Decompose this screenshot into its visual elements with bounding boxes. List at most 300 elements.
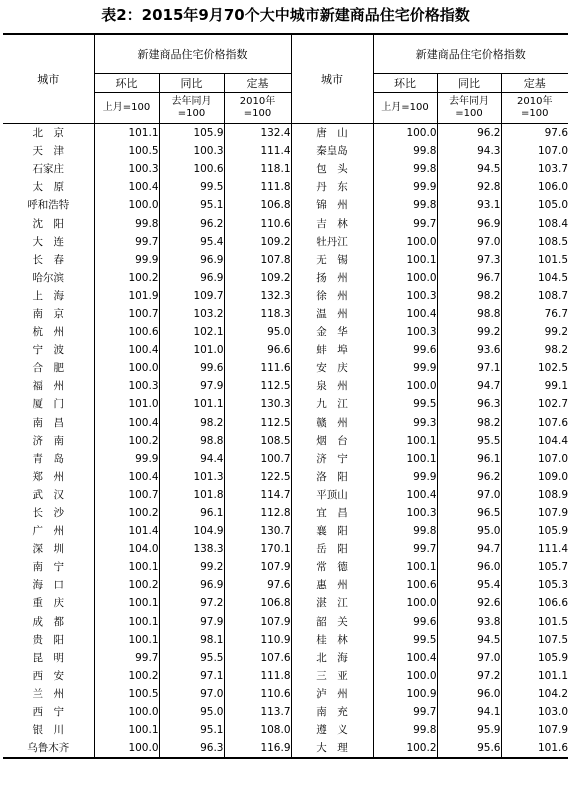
city-name-left: 上 海 <box>3 287 94 305</box>
table-row <box>3 486 568 504</box>
yoy-value-right: 98.8 <box>437 305 501 323</box>
mom-value-right: 100.4 <box>373 486 437 504</box>
table-row <box>3 233 568 251</box>
fixed-value-right: 108.9 <box>537 488 569 501</box>
yoy-value-right: 93.6 <box>437 341 501 359</box>
mom-value-left: 100.5 <box>94 142 159 160</box>
yoy-value-right: 97.0 <box>437 649 501 667</box>
city-name-left: 贵 阳 <box>3 631 94 649</box>
mom-value-right: 99.9 <box>373 178 437 196</box>
city-name-right: 锦 州 <box>291 196 373 214</box>
city-name-right: 三 亚 <box>291 667 373 685</box>
fixed-value-right: 108.5 <box>537 235 569 248</box>
fixed-value-right: 99.2 <box>544 326 569 339</box>
mom-value-right: 100.3 <box>373 287 437 305</box>
yoy-value-left: 95.4 <box>159 233 224 251</box>
table-row <box>3 160 568 178</box>
mom-value-right: 99.5 <box>373 631 437 649</box>
fixed-value-right: 105.3 <box>537 579 569 592</box>
fixed-value-right: 105.9 <box>537 651 569 664</box>
city-name-right: 扬 州 <box>291 269 373 287</box>
table-row <box>3 287 568 305</box>
yoy-value-left: 95.1 <box>159 721 224 739</box>
table-row <box>3 576 568 594</box>
yoy-value-right: 92.6 <box>437 594 501 612</box>
yoy-value-left: 109.7 <box>159 287 224 305</box>
yoy-value-right: 94.5 <box>437 160 501 178</box>
fixed-value-left: 112.5 <box>224 414 291 432</box>
city-name-left: 乌鲁木齐 <box>3 739 94 758</box>
city-name-right: 平顶山 <box>291 486 373 504</box>
city-name-right: 遵 义 <box>291 721 373 739</box>
mom-value-left: 100.3 <box>94 377 159 395</box>
fixed-value-right: 101.1 <box>537 669 569 682</box>
mom-value-right: 100.3 <box>373 323 437 341</box>
yoy-value-left: 101.3 <box>159 468 224 486</box>
mom-value-left: 100.1 <box>94 613 159 631</box>
city-name-right: 牡丹江 <box>291 233 373 251</box>
mom-value-left: 99.7 <box>94 649 159 667</box>
col-fixed-left: 定基 <box>224 74 291 93</box>
yoy-value-right: 96.7 <box>437 269 501 287</box>
yoy-value-right: 97.0 <box>437 233 501 251</box>
city-name-right: 宜 昌 <box>291 504 373 522</box>
table-row <box>3 685 568 703</box>
fixed-value-left: 110.6 <box>224 214 291 232</box>
fixed-value-left: 109.2 <box>224 233 291 251</box>
city-name-right: 济 宁 <box>291 450 373 468</box>
yoy-value-right: 98.2 <box>437 287 501 305</box>
col-fixed-right: 定基 <box>501 74 568 93</box>
city-name-right: 徐 州 <box>291 287 373 305</box>
mom-value-right: 100.3 <box>373 504 437 522</box>
base-yoy-line1: 去年同月 <box>171 96 212 107</box>
base-fixed-line1: 2010年 <box>239 96 276 107</box>
city-name-right: 九 江 <box>291 395 373 413</box>
table-row <box>3 414 568 432</box>
city-name-left: 南 宁 <box>3 558 94 576</box>
col-mom-left: 环比 <box>94 74 159 93</box>
mom-value-right: 99.9 <box>373 468 437 486</box>
fixed-value-right: 109.0 <box>537 470 569 483</box>
city-name-right: 桂 林 <box>291 631 373 649</box>
table-row <box>3 594 568 612</box>
mom-value-left: 100.0 <box>94 359 159 377</box>
city-name-right: 襄 阳 <box>291 522 373 540</box>
city-name-right: 丹 东 <box>291 178 373 196</box>
fixed-value-left: 118.1 <box>224 160 291 178</box>
city-name-right: 湛 江 <box>291 594 373 612</box>
fixed-value-left: 95.0 <box>224 323 291 341</box>
yoy-value-left: 96.9 <box>159 576 224 594</box>
yoy-value-right: 94.7 <box>437 540 501 558</box>
mom-value-left: 100.3 <box>94 160 159 178</box>
city-name-left: 西 宁 <box>3 703 94 721</box>
city-name-right: 洛 阳 <box>291 468 373 486</box>
city-name-right: 秦皇岛 <box>291 142 373 160</box>
base-yoy-line2: =100 <box>177 108 206 119</box>
fixed-value-left: 110.9 <box>224 631 291 649</box>
table-row <box>3 522 568 540</box>
table-row <box>3 359 568 377</box>
yoy-value-right: 95.5 <box>437 432 501 450</box>
city-name-right: 温 州 <box>291 305 373 323</box>
mom-value-right: 100.9 <box>373 685 437 703</box>
yoy-value-left: 94.4 <box>159 450 224 468</box>
city-name-left: 呼和浩特 <box>3 196 94 214</box>
table-row <box>3 703 568 721</box>
fixed-value-left: 108.5 <box>224 432 291 450</box>
mom-value-left: 101.1 <box>94 124 159 143</box>
city-name-left: 济 南 <box>3 432 94 450</box>
city-name-right: 南 充 <box>291 703 373 721</box>
fixed-value-right: 111.4 <box>537 543 569 556</box>
table-row <box>3 540 568 558</box>
fixed-value-right: 104.5 <box>537 271 569 284</box>
fixed-value-right: 101.5 <box>537 615 569 628</box>
mom-value-left: 100.0 <box>94 739 159 758</box>
yoy-value-right: 95.6 <box>437 739 501 758</box>
city-name-left: 天 津 <box>3 142 94 160</box>
city-name-left: 西 安 <box>3 667 94 685</box>
table-title: 表2：2015年9月70个大中城市新建商品住宅价格指数 <box>101 6 470 24</box>
city-name-right: 韶 关 <box>291 613 373 631</box>
fixed-value-left: 107.6 <box>224 649 291 667</box>
mom-value-right: 99.6 <box>373 341 437 359</box>
yoy-value-right: 94.3 <box>437 142 501 160</box>
mom-value-left: 100.4 <box>94 178 159 196</box>
fixed-value-right: 107.9 <box>537 724 569 737</box>
yoy-value-right: 96.2 <box>437 468 501 486</box>
fixed-value-left: 116.9 <box>224 739 291 758</box>
mom-value-right: 100.0 <box>373 269 437 287</box>
yoy-value-right: 96.3 <box>437 395 501 413</box>
mom-value-left: 101.0 <box>94 395 159 413</box>
city-name-left: 长 沙 <box>3 504 94 522</box>
table-row <box>3 667 568 685</box>
col-yoy-left: 同比 <box>159 74 224 93</box>
yoy-value-right: 95.9 <box>437 721 501 739</box>
mom-value-left: 100.0 <box>94 196 159 214</box>
mom-value-right: 100.0 <box>373 594 437 612</box>
yoy-value-right: 96.0 <box>437 685 501 703</box>
yoy-value-right: 98.2 <box>437 414 501 432</box>
table-row <box>3 269 568 287</box>
city-name-left: 海 口 <box>3 576 94 594</box>
city-name-right: 吉 林 <box>291 214 373 232</box>
yoy-value-left: 97.9 <box>159 613 224 631</box>
city-name-right: 包 头 <box>291 160 373 178</box>
mom-value-left: 100.2 <box>94 576 159 594</box>
mom-value-right: 100.1 <box>373 251 437 269</box>
yoy-value-left: 98.2 <box>159 414 224 432</box>
yoy-value-left: 97.2 <box>159 594 224 612</box>
yoy-value-left: 100.6 <box>159 160 224 178</box>
table-row <box>3 649 568 667</box>
mom-value-left: 99.8 <box>94 214 159 232</box>
mom-value-right: 99.8 <box>373 522 437 540</box>
city-name-left: 哈尔滨 <box>3 269 94 287</box>
fixed-value-right: 106.0 <box>537 181 569 194</box>
table-row <box>3 178 568 196</box>
yoy-value-right: 94.7 <box>437 377 501 395</box>
mom-value-right: 100.6 <box>373 576 437 594</box>
mom-value-right: 99.8 <box>373 196 437 214</box>
fixed-value-left: 112.8 <box>224 504 291 522</box>
yoy-value-left: 96.9 <box>159 251 224 269</box>
city-name-left: 杭 州 <box>3 323 94 341</box>
fixed-value-left: 118.3 <box>224 305 291 323</box>
table-row <box>3 739 568 758</box>
city-name-right: 赣 州 <box>291 414 373 432</box>
yoy-value-right: 96.5 <box>437 504 501 522</box>
yoy-value-right: 94.1 <box>437 703 501 721</box>
yoy-value-left: 95.5 <box>159 649 224 667</box>
yoy-value-right: 96.9 <box>437 214 501 232</box>
yoy-value-left: 102.1 <box>159 323 224 341</box>
yoy-value-left: 105.9 <box>159 124 224 143</box>
base-mom-left: 上月=100 <box>94 93 159 124</box>
fixed-value-right: 107.0 <box>537 452 569 465</box>
fixed-value-right: 76.7 <box>544 307 569 320</box>
city-name-right: 无 锡 <box>291 251 373 269</box>
yoy-value-right: 96.1 <box>437 450 501 468</box>
fixed-value-right: 104.4 <box>537 434 569 447</box>
fixed-value-right: 105.0 <box>537 199 569 212</box>
fixed-value-right: 103.7 <box>537 163 569 176</box>
yoy-value-left: 95.0 <box>159 703 224 721</box>
mom-value-left: 100.4 <box>94 468 159 486</box>
city-name-left: 宁 波 <box>3 341 94 359</box>
city-name-right: 北 海 <box>291 649 373 667</box>
city-name-left: 北 京 <box>3 124 94 143</box>
table-header <box>3 34 568 124</box>
table-row <box>3 196 568 214</box>
yoy-value-left: 96.9 <box>159 269 224 287</box>
table-row <box>3 142 568 160</box>
city-name-left: 合 肥 <box>3 359 94 377</box>
mom-value-right: 99.8 <box>373 142 437 160</box>
table-row <box>3 214 568 232</box>
city-name-left: 银 川 <box>3 721 94 739</box>
fixed-value-right: 101.5 <box>537 253 569 266</box>
fixed-value-left: 109.2 <box>224 269 291 287</box>
fixed-value-left: 110.6 <box>224 685 291 703</box>
fixed-value-left: 108.0 <box>224 721 291 739</box>
mom-value-left: 100.0 <box>94 703 159 721</box>
fixed-value-right: 103.0 <box>537 706 569 719</box>
mom-value-left: 100.7 <box>94 486 159 504</box>
table-row <box>3 395 568 413</box>
city-name-left: 福 州 <box>3 377 94 395</box>
base-fixed-line2: =100 <box>521 108 549 119</box>
mom-value-left: 104.0 <box>94 540 159 558</box>
mom-value-right: 100.1 <box>373 432 437 450</box>
table-row <box>3 613 568 631</box>
table-row <box>3 305 568 323</box>
mom-value-right: 99.7 <box>373 703 437 721</box>
fixed-value-left: 111.6 <box>224 359 291 377</box>
fixed-value-left: 111.8 <box>224 178 291 196</box>
group-header-left: 新建商品住宅价格指数 <box>94 34 291 74</box>
fixed-value-left: 107.9 <box>224 558 291 576</box>
table-row <box>3 558 568 576</box>
yoy-value-left: 99.5 <box>159 178 224 196</box>
yoy-value-left: 101.8 <box>159 486 224 504</box>
yoy-value-left: 104.9 <box>159 522 224 540</box>
fixed-value-right: 97.6 <box>501 124 568 143</box>
yoy-value-left: 101.1 <box>159 395 224 413</box>
mom-value-right: 99.6 <box>373 613 437 631</box>
yoy-value-right: 96.0 <box>437 558 501 576</box>
city-name-right: 常 德 <box>291 558 373 576</box>
city-name-right: 金 华 <box>291 323 373 341</box>
mom-value-right: 100.1 <box>373 558 437 576</box>
table-row <box>3 504 568 522</box>
mom-value-right: 100.0 <box>373 667 437 685</box>
col-yoy-right: 同比 <box>437 74 501 93</box>
city-name-left: 石家庄 <box>3 160 94 178</box>
fixed-value-left: 113.7 <box>224 703 291 721</box>
mom-value-right: 99.8 <box>373 721 437 739</box>
city-name-left: 沈 阳 <box>3 214 94 232</box>
fixed-value-right: 102.5 <box>537 362 569 375</box>
fixed-value-left: 107.8 <box>224 251 291 269</box>
mom-value-right: 99.7 <box>373 214 437 232</box>
yoy-value-left: 97.1 <box>159 667 224 685</box>
yoy-value-right: 97.3 <box>437 251 501 269</box>
city-name-right: 惠 州 <box>291 576 373 594</box>
fixed-value-right: 107.9 <box>537 507 569 520</box>
base-yoy-right <box>437 93 501 124</box>
base-yoy-left <box>159 93 224 124</box>
mom-value-left: 100.7 <box>94 305 159 323</box>
mom-value-left: 100.2 <box>94 667 159 685</box>
fixed-value-right: 108.4 <box>537 217 569 230</box>
city-name-left: 南 京 <box>3 305 94 323</box>
yoy-value-left: 97.9 <box>159 377 224 395</box>
mom-value-right: 99.3 <box>373 414 437 432</box>
fixed-value-right: 106.6 <box>537 597 569 610</box>
fixed-value-left: 122.5 <box>224 468 291 486</box>
mom-value-right: 100.0 <box>373 233 437 251</box>
group-header-right: 新建商品住宅价格指数 <box>373 34 568 74</box>
fixed-value-left: 100.7 <box>224 450 291 468</box>
city-name-left: 成 都 <box>3 613 94 631</box>
fixed-value-left: 106.8 <box>224 196 291 214</box>
city-name-left: 郑 州 <box>3 468 94 486</box>
mom-value-left: 99.7 <box>94 233 159 251</box>
city-name-right: 泸 州 <box>291 685 373 703</box>
mom-value-left: 100.2 <box>94 504 159 522</box>
city-name-right: 烟 台 <box>291 432 373 450</box>
yoy-value-right: 92.8 <box>437 178 501 196</box>
fixed-value-right: 105.9 <box>537 525 569 538</box>
mom-value-right: 100.1 <box>373 450 437 468</box>
mom-value-left: 100.1 <box>94 631 159 649</box>
mom-value-right: 100.4 <box>373 649 437 667</box>
table-row <box>3 432 568 450</box>
yoy-value-left: 99.2 <box>159 558 224 576</box>
yoy-value-left: 138.3 <box>159 540 224 558</box>
mom-value-right: 99.9 <box>373 359 437 377</box>
fixed-value-left: 112.5 <box>224 377 291 395</box>
fixed-value-right: 107.6 <box>537 416 569 429</box>
city-name-right: 岳 阳 <box>291 540 373 558</box>
city-name-left: 兰 州 <box>3 685 94 703</box>
city-name-right: 唐 山 <box>291 124 373 143</box>
mom-value-right: 99.8 <box>373 160 437 178</box>
yoy-value-right: 94.5 <box>437 631 501 649</box>
table-body <box>3 124 568 759</box>
mom-value-left: 100.4 <box>94 414 159 432</box>
table-row <box>3 323 568 341</box>
table-row <box>3 631 568 649</box>
fixed-value-left: 130.7 <box>224 522 291 540</box>
yoy-value-left: 101.0 <box>159 341 224 359</box>
yoy-value-right: 95.4 <box>437 576 501 594</box>
city-name-left: 青 岛 <box>3 450 94 468</box>
fixed-value-left: 132.4 <box>224 124 291 143</box>
mom-value-right: 100.2 <box>373 739 437 758</box>
table-row <box>3 377 568 395</box>
fixed-value-right: 107.0 <box>537 145 569 158</box>
fixed-value-left: 114.7 <box>224 486 291 504</box>
mom-value-right: 100.0 <box>373 377 437 395</box>
mom-value-left: 100.4 <box>94 341 159 359</box>
table-row <box>3 341 568 359</box>
fixed-value-left: 96.6 <box>224 341 291 359</box>
yoy-value-right: 93.1 <box>437 196 501 214</box>
city-name-left: 大 连 <box>3 233 94 251</box>
mom-value-right: 99.5 <box>373 395 437 413</box>
mom-value-left: 100.2 <box>94 269 159 287</box>
fixed-value-right: 108.7 <box>537 289 569 302</box>
city-name-left: 深 圳 <box>3 540 94 558</box>
table-row <box>3 251 568 269</box>
city-name-right: 安 庆 <box>291 359 373 377</box>
yoy-value-left: 98.8 <box>159 432 224 450</box>
city-header-right: 城市 <box>291 34 373 124</box>
yoy-value-right: 95.0 <box>437 522 501 540</box>
yoy-value-left: 100.3 <box>159 142 224 160</box>
city-header-left: 城市 <box>3 34 94 124</box>
mom-value-left: 100.1 <box>94 721 159 739</box>
mom-value-left: 100.5 <box>94 685 159 703</box>
city-name-left: 重 庆 <box>3 594 94 612</box>
fixed-value-right: 107.5 <box>537 633 569 646</box>
fixed-value-left: 170.1 <box>224 540 291 558</box>
fixed-value-left: 130.3 <box>224 395 291 413</box>
yoy-value-left: 96.2 <box>159 214 224 232</box>
city-name-left: 南 昌 <box>3 414 94 432</box>
mom-value-right: 100.4 <box>373 305 437 323</box>
city-name-left: 广 州 <box>3 522 94 540</box>
yoy-value-left: 98.1 <box>159 631 224 649</box>
yoy-value-right: 96.2 <box>437 124 501 143</box>
base-fixed-line2: =100 <box>243 108 272 119</box>
mom-value-left: 99.9 <box>94 251 159 269</box>
mom-value-left: 100.1 <box>94 594 159 612</box>
fixed-value-left: 106.8 <box>224 594 291 612</box>
mom-value-left: 100.1 <box>94 558 159 576</box>
mom-value-left: 101.4 <box>94 522 159 540</box>
base-fixed-right <box>501 93 568 124</box>
yoy-value-left: 96.1 <box>159 504 224 522</box>
yoy-value-left: 97.0 <box>159 685 224 703</box>
col-mom-right: 环比 <box>373 74 437 93</box>
city-name-left: 昆 明 <box>3 649 94 667</box>
